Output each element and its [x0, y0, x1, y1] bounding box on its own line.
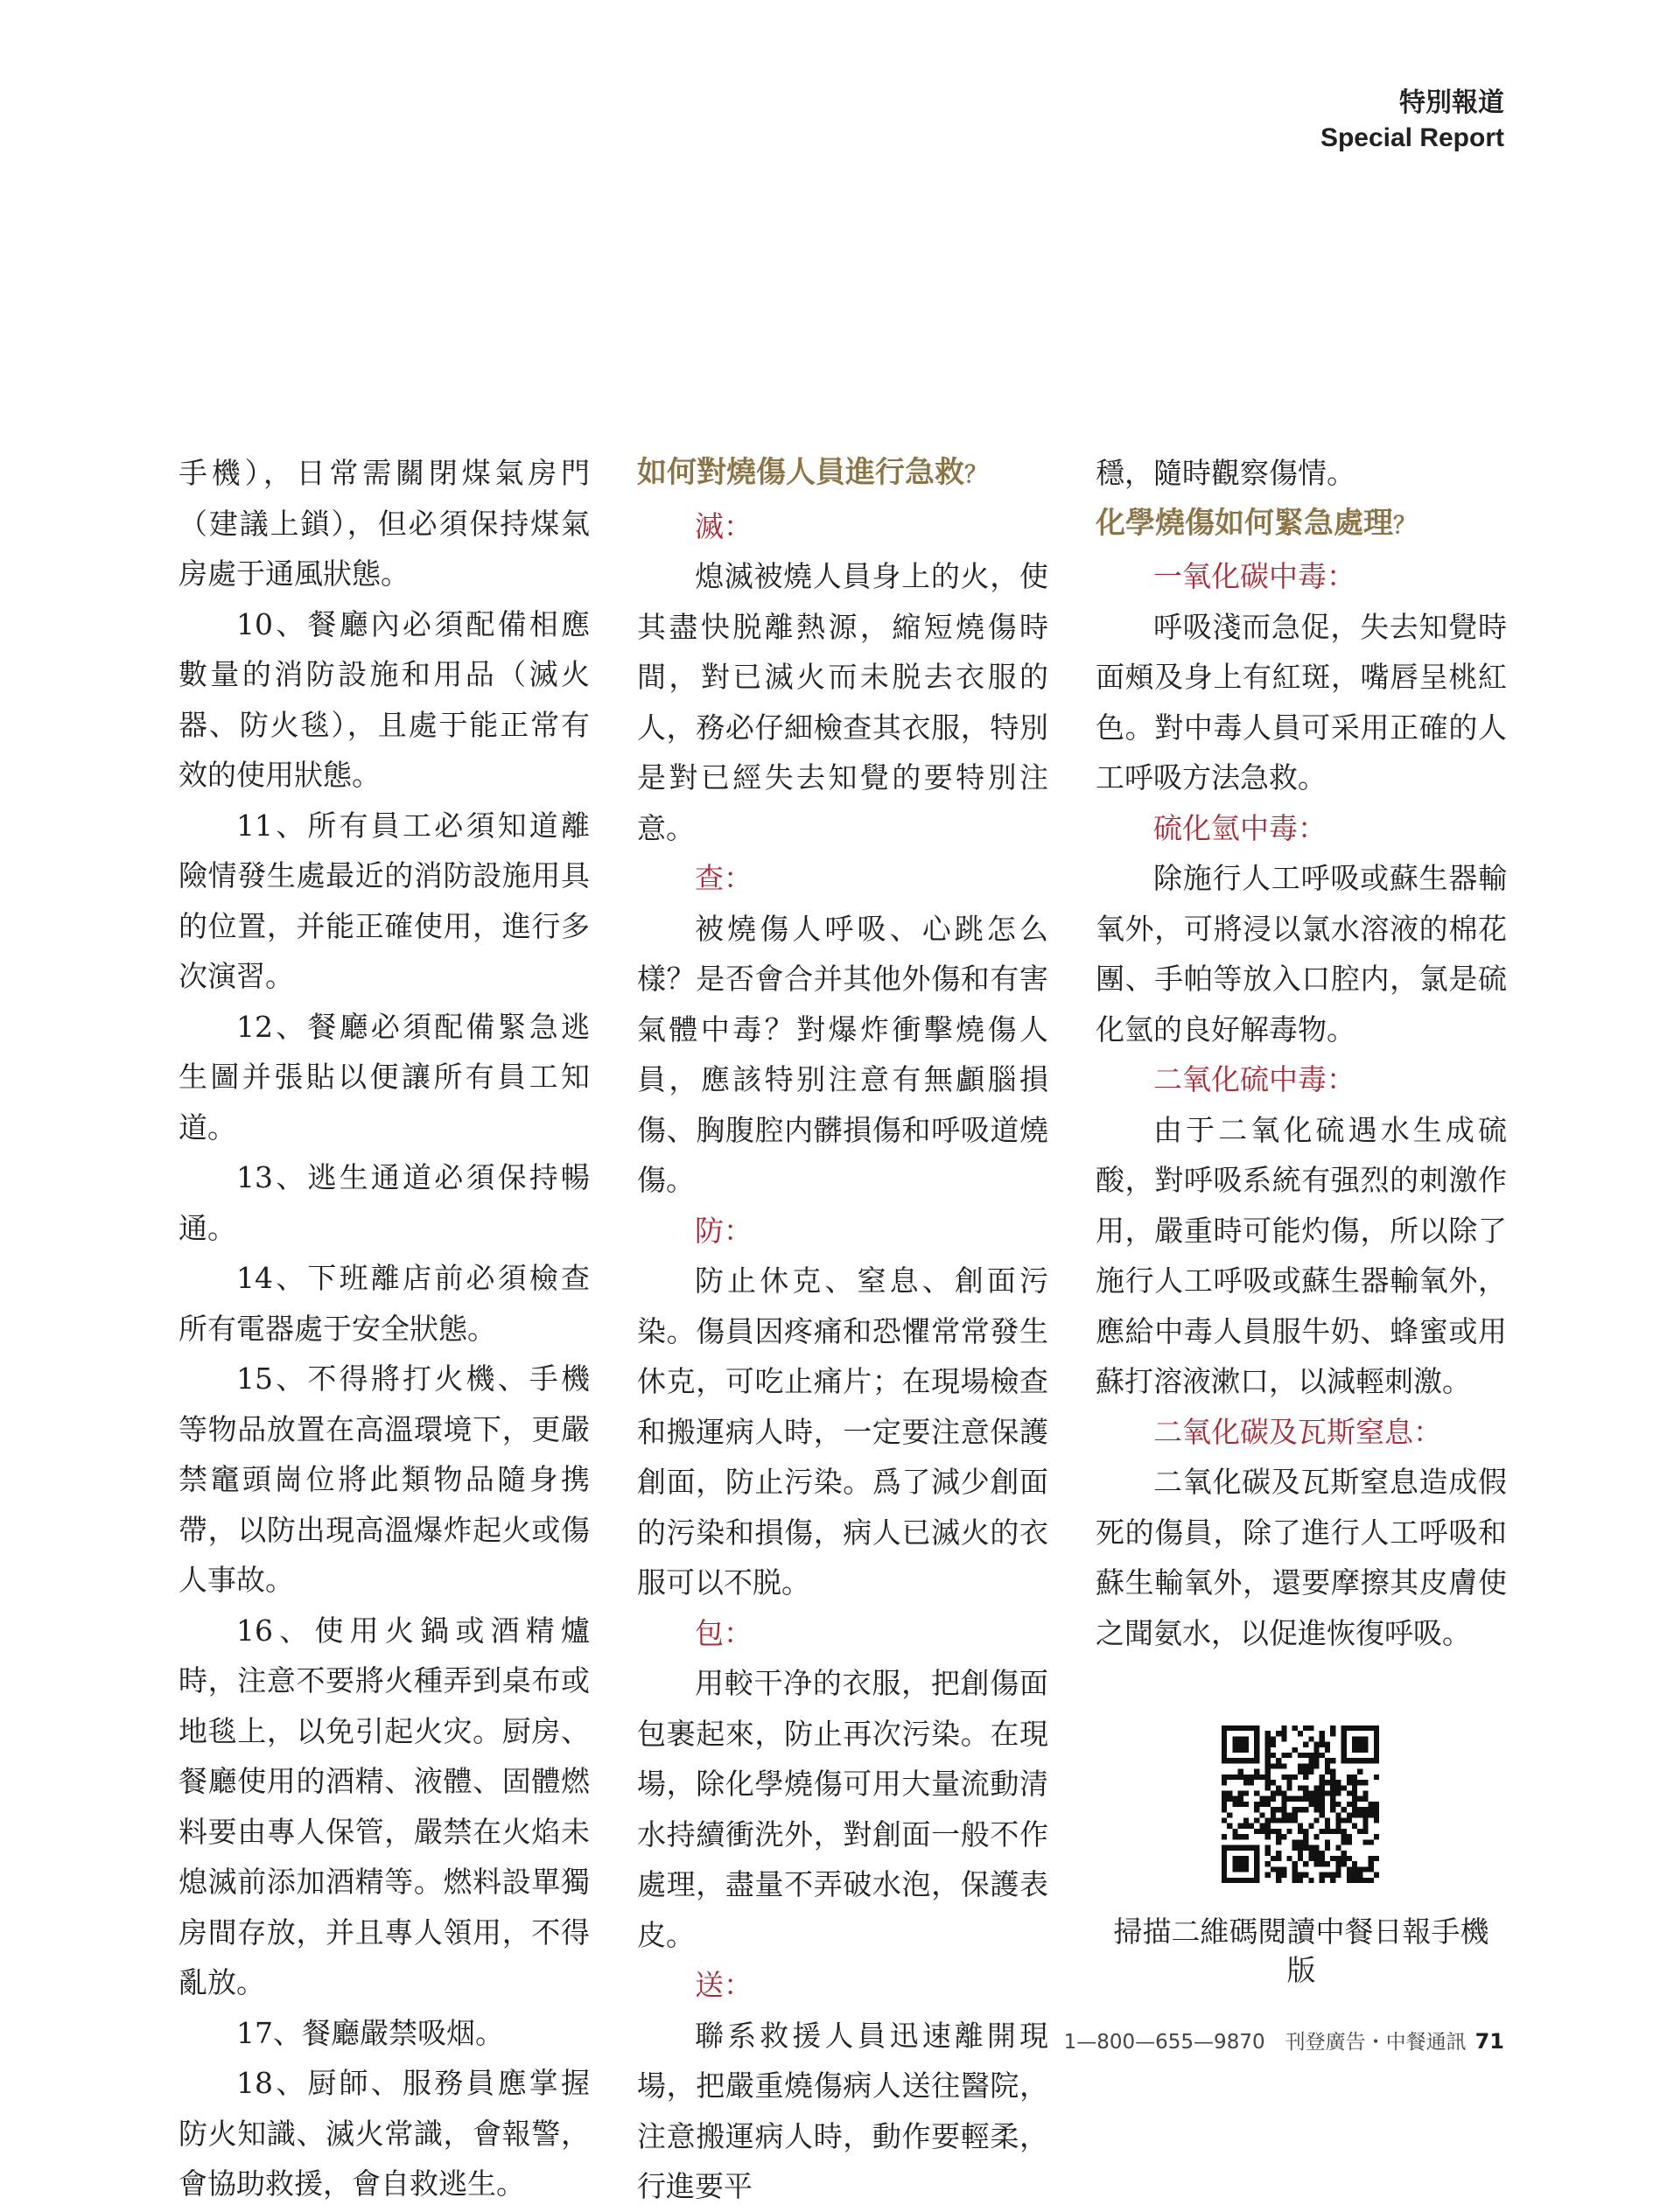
paragraph: 被燒傷人呼吸、心跳怎么樣？是否會合并其他外傷和有害氣體中毒？對爆炸衝擊燒傷人員，應該特别注意有無顱腦損傷、胸腹腔内髒損傷和呼吸道燒傷。: [637, 911, 1048, 1197]
paragraph: 14、下班離店前必須檢查所有電器處于安全狀態。: [179, 1261, 590, 1346]
paragraph: 熄滅被燒人員身上的火，使其盡快脱離熱源，縮短燒傷時間，對已滅火而未脱去衣服的人，務必仔細檢查其衣服，特別是對已經失去知覺的要特別注意。: [637, 559, 1048, 845]
subheading: 查：: [695, 861, 753, 895]
column-3: [1096, 448, 1507, 1658]
page-footer: [1064, 2028, 1504, 2055]
advertising-contact: 1—800—655—9870 刊登廣告・中餐通訊: [1063, 2031, 1467, 2054]
section-heading-chemical-burns: [1096, 499, 1507, 552]
section-title-en: Special Report: [1320, 123, 1504, 152]
paragraph: 手機），日常需關閉煤氣房門（建議上鎖），但必須保持煤氣房處于通風狀態。: [179, 456, 590, 591]
subheading: 二氧化碳及瓦斯窒息：: [1153, 1414, 1442, 1449]
paragraph: 呼吸淺而急促，失去知覺時面頰及身上有紅斑，嘴唇呈桃紅色。對中毒人員可采用正確的人工呼吸方法急救。: [1096, 609, 1507, 794]
paragraph-continued: 穩，隨時觀察傷情。: [1096, 456, 1355, 490]
paragraph: 防止休克、窒息、創面污染。傷員因疼痛和恐懼常常發生休克，可吃止痛片；在現場檢查和搬運病人時，一定要注意保護創面，防止污染。爲了減少創面的污染和損傷，病人已滅火的衣服可以不脱。: [637, 1264, 1048, 1600]
paragraph: 用較干净的衣服，把創傷面包裹起來，防止再次污染。在現場，除化學燒傷可用大量流動清水持續衝洗外，對創面一般不作處理，盡量不弄破水泡，保護表皮。: [637, 1666, 1048, 1952]
paragraph: 11、所有員工必須知道離險情發生處最近的消防設施用具的位置，并能正確使用，進行多次演習。: [179, 808, 590, 993]
paragraph: 除施行人工呼吸或蘇生器輸氧外，可將浸以氯水溶液的棉花團、手帕等放入口腔内，氯是硫化氫的良好解毒物。: [1096, 861, 1507, 1046]
paragraph: 二氧化碳及瓦斯窒息造成假死的傷員，除了進行人工呼吸和蘇生輸氧外，還要摩擦其皮膚使之聞氨水，以促進恢復呼吸。: [1096, 1465, 1507, 1650]
section-heading-burn-first-aid: [637, 448, 1048, 501]
subheading: 防：: [695, 1213, 753, 1248]
paragraph: 聯系救援人員迅速離開現場，把嚴重燒傷病人送往醫院，注意搬運病人時，動作要輕柔，行進要平: [637, 2018, 1048, 2203]
qr-code-icon: [1222, 1726, 1379, 1883]
paragraph: 12、餐廳必須配備緊急逃生圖并張貼以便讓所有員工知道。: [179, 1009, 590, 1144]
paragraph: 15、不得將打火機、手機等物品放置在高溫環境下，更嚴禁竈頭崗位將此類物品隨身携 帶，以防出現高溫爆炸起火或傷人事故。: [179, 1362, 619, 1597]
column-2: [637, 448, 1048, 2212]
paragraph: 13、逃生通道必須保持暢通。: [179, 1160, 590, 1245]
subheading: 一氧化碳中毒：: [1153, 559, 1355, 593]
heading-text: 如何對燒傷人員進行急救: [637, 455, 964, 490]
page-number: 71: [1474, 2029, 1504, 2054]
subheading: 送：: [695, 1968, 753, 2002]
subheading: 滅：: [695, 508, 753, 543]
paragraph: 18、厨師、服務員應掌握防火知識、滅火常識，會報警，會協助救援，會自救逃生。: [179, 2066, 590, 2201]
section-header: [1320, 86, 1504, 156]
subheading: 包：: [695, 1615, 753, 1650]
paragraph: 16、使用火鍋或酒精爐時，注意不要將火種弄到桌布或地毯上，以免引起火灾。厨房、餐廳使用的酒精、液體、固體燃料要由專人保管，嚴禁在火焰未熄滅前添加酒精等。燃料設單獨房間存放，并且專人領用，不得亂放。: [179, 1613, 590, 1999]
qr-caption: 掃描二維碼閱讀中餐日報手機版: [1113, 1914, 1489, 1987]
heading-text: 化學燒傷如何緊急處理: [1096, 505, 1393, 541]
paragraph: 由于二氧化硫遇水生成硫酸，對呼吸系統有强烈的刺激作用，嚴重時可能灼傷，所以除了施行人工呼吸或蘇生器輸氧外，應給中毒人員服牛奶、蜂蜜或用蘇打溶液漱口，以減輕刺激。: [1096, 1112, 1507, 1398]
paragraph: 10、餐廳內必須配備相應數量的消防設施和用品（滅火器、防火毯），且處于能正常有效的使用狀態。: [179, 606, 590, 792]
column-1: [179, 448, 619, 2209]
section-title-zh: 特別報道: [1399, 88, 1504, 118]
qr-code[interactable]: [1222, 1726, 1379, 1883]
subheading: 硫化氫中毒：: [1153, 810, 1327, 845]
heading-question-mark: ？: [1393, 512, 1417, 539]
subheading: 二氧化硫中毒：: [1153, 1062, 1355, 1096]
heading-question-mark: ？: [964, 462, 988, 488]
paragraph: 17、餐廳嚴禁吸烟。: [236, 2015, 504, 2050]
